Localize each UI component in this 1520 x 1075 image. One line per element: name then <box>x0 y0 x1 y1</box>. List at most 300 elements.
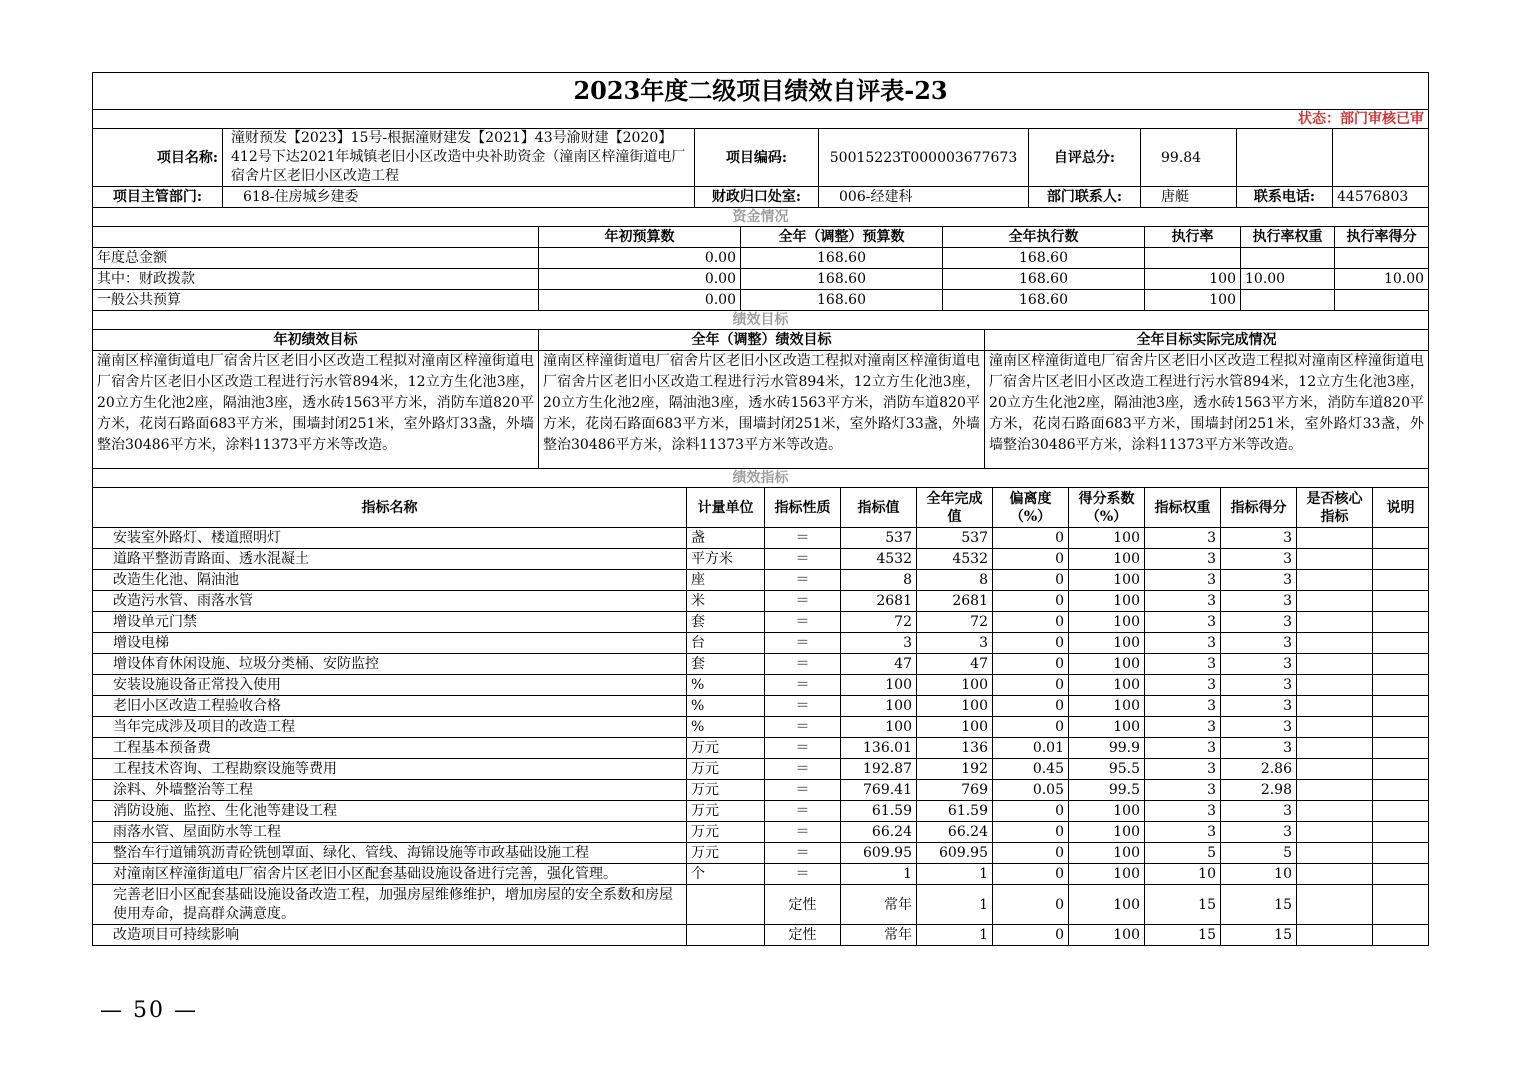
ind-coef: 100 <box>1069 843 1145 864</box>
ind-score: 2.86 <box>1221 759 1297 780</box>
ind-unit: % <box>687 696 765 717</box>
ind-score: 2.98 <box>1221 780 1297 801</box>
ind-nature: ＝ <box>765 696 841 717</box>
ind-nature: ＝ <box>765 612 841 633</box>
table-row <box>93 675 1429 696</box>
office-value: 006-经建科 <box>819 187 1029 208</box>
ind-unit: 套 <box>687 612 765 633</box>
funds-exec: 168.60 <box>943 290 1145 311</box>
ind-nature: ＝ <box>765 675 841 696</box>
ind-header: 得分系数（%） <box>1069 488 1145 528</box>
ind-score: 3 <box>1221 654 1297 675</box>
ind-coef: 100 <box>1069 675 1145 696</box>
ind-header: 计量单位 <box>687 488 765 528</box>
ind-score: 15 <box>1221 925 1297 946</box>
ind-core <box>1297 570 1373 591</box>
ind-coef: 100 <box>1069 654 1145 675</box>
ind-coef: 100 <box>1069 864 1145 885</box>
ind-target: 72 <box>841 612 917 633</box>
funds-header: 执行率得分 <box>1335 227 1429 248</box>
funds-section-title: 资金情况 <box>93 208 1429 227</box>
ind-header: 指标权重 <box>1145 488 1221 528</box>
ind-dev: 0 <box>993 696 1069 717</box>
project-name-value: 潼财预发【2023】15号-根据潼财建发【2021】43号渝财建【2020】412号下达2021年城镇老旧小区改造中央补助资金（潼南区梓潼街道电厂宿舍片区老旧小区改造工程 <box>223 129 695 187</box>
project-info-table <box>92 128 1429 208</box>
ind-score: 3 <box>1221 675 1297 696</box>
funds-init: 0.00 <box>539 248 741 269</box>
score-label: 自评总分: <box>1029 129 1141 187</box>
contact-label: 部门联系人: <box>1029 187 1141 208</box>
ind-target: 3 <box>841 633 917 654</box>
indicators-table <box>92 468 1429 946</box>
project-code-label: 项目编码: <box>695 129 819 187</box>
ind-target: 100 <box>841 696 917 717</box>
score-value: 99.84 <box>1141 129 1237 187</box>
table-row <box>93 885 1429 925</box>
ind-actual: 8 <box>917 570 993 591</box>
ind-dev: 0 <box>993 654 1069 675</box>
ind-target: 61.59 <box>841 801 917 822</box>
ind-dev: 0 <box>993 822 1069 843</box>
ind-coef: 100 <box>1069 570 1145 591</box>
ind-actual: 100 <box>917 675 993 696</box>
ind-actual: 1 <box>917 864 993 885</box>
ind-actual: 1 <box>917 885 993 925</box>
ind-nature: 定性 <box>765 925 841 946</box>
ind-actual: 72 <box>917 612 993 633</box>
dept-value: 618-住房城乡建委 <box>223 187 695 208</box>
ind-coef: 100 <box>1069 612 1145 633</box>
ind-weight: 10 <box>1145 864 1221 885</box>
ind-header: 全年完成值 <box>917 488 993 528</box>
ind-unit: % <box>687 717 765 738</box>
ind-note <box>1373 738 1429 759</box>
table-row <box>93 549 1429 570</box>
ind-weight: 3 <box>1145 717 1221 738</box>
funds-header: 全年（调整）预算数 <box>741 227 943 248</box>
ind-coef: 100 <box>1069 801 1145 822</box>
funds-weight <box>1241 248 1335 269</box>
ind-target: 192.87 <box>841 759 917 780</box>
ind-name: 增设电梯 <box>93 633 687 654</box>
ind-score: 3 <box>1221 591 1297 612</box>
ind-nature: ＝ <box>765 738 841 759</box>
ind-target: 609.95 <box>841 843 917 864</box>
ind-note <box>1373 570 1429 591</box>
ind-dev: 0 <box>993 549 1069 570</box>
ind-name: 消防设施、监控、生化池等建设工程 <box>93 801 687 822</box>
ind-unit: 座 <box>687 570 765 591</box>
ind-core <box>1297 885 1373 925</box>
ind-target: 1 <box>841 864 917 885</box>
ind-actual: 192 <box>917 759 993 780</box>
ind-target: 4532 <box>841 549 917 570</box>
ind-nature: ＝ <box>765 801 841 822</box>
ind-name: 雨落水管、屋面防水等工程 <box>93 822 687 843</box>
ind-name: 老旧小区改造工程验收合格 <box>93 696 687 717</box>
ind-name: 整治车行道铺筑沥青砼铣刨罩面、绿化、管线、海锦设施等市政基础设施工程 <box>93 843 687 864</box>
funds-header-blank <box>93 227 539 248</box>
ind-weight: 3 <box>1145 570 1221 591</box>
ind-weight: 3 <box>1145 822 1221 843</box>
ind-core <box>1297 780 1373 801</box>
ind-note <box>1373 801 1429 822</box>
ind-name: 工程基本预备费 <box>93 738 687 759</box>
ind-dev: 0 <box>993 885 1069 925</box>
ind-dev: 0 <box>993 801 1069 822</box>
ind-score: 3 <box>1221 633 1297 654</box>
ind-score: 3 <box>1221 549 1297 570</box>
ind-coef: 99.9 <box>1069 738 1145 759</box>
ind-nature: ＝ <box>765 843 841 864</box>
ind-score: 5 <box>1221 843 1297 864</box>
ind-core <box>1297 801 1373 822</box>
ind-nature: ＝ <box>765 780 841 801</box>
office-label: 财政归口处室: <box>695 187 819 208</box>
funds-exec: 168.60 <box>943 269 1145 290</box>
funds-table <box>92 207 1429 311</box>
ind-note <box>1373 843 1429 864</box>
indicators-section-title: 绩效指标 <box>93 469 1429 488</box>
dept-label: 项目主管部门: <box>93 187 223 208</box>
funds-header: 执行率权重 <box>1241 227 1335 248</box>
goals-header: 全年目标实际完成情况 <box>985 330 1429 351</box>
status-badge: 状态：部门审核已审 <box>93 110 1429 129</box>
funds-adj: 168.60 <box>741 290 943 311</box>
ind-note <box>1373 675 1429 696</box>
ind-core <box>1297 549 1373 570</box>
ind-dev: 0.45 <box>993 759 1069 780</box>
ind-coef: 100 <box>1069 885 1145 925</box>
ind-nature: 定性 <box>765 885 841 925</box>
ind-target: 常年 <box>841 885 917 925</box>
ind-header: 指标值 <box>841 488 917 528</box>
funds-adj: 168.60 <box>741 269 943 290</box>
ind-dev: 0 <box>993 633 1069 654</box>
ind-score: 3 <box>1221 612 1297 633</box>
ind-target: 66.24 <box>841 822 917 843</box>
goal-text: 潼南区梓潼街道电厂宿舍片区老旧小区改造工程拟对潼南区梓潼街道电厂宿舍片区老旧小区改造工程进行污水管894米，12立方生化池3座，20立方生化池2座，隔油池3座，透水砖1563平方米，消防车道820平方米，花岗石路面683平方米，围墙封闭251米，室外路灯33盏，外墙整治30486平方米，涂料11373平方米等改造。 <box>539 351 985 469</box>
ind-note <box>1373 925 1429 946</box>
funds-row-name: 其中：财政拨款 <box>93 269 539 290</box>
ind-name: 安装室外路灯、楼道照明灯 <box>93 528 687 549</box>
ind-note <box>1373 864 1429 885</box>
ind-unit <box>687 885 765 925</box>
table-row <box>93 570 1429 591</box>
ind-weight: 3 <box>1145 633 1221 654</box>
ind-target: 537 <box>841 528 917 549</box>
ind-unit: 万元 <box>687 843 765 864</box>
funds-header: 全年执行数 <box>943 227 1145 248</box>
table-row <box>93 738 1429 759</box>
ind-note <box>1373 759 1429 780</box>
ind-weight: 3 <box>1145 801 1221 822</box>
ind-coef: 100 <box>1069 822 1145 843</box>
ind-name: 增设体育休闲设施、垃圾分类桶、安防监控 <box>93 654 687 675</box>
ind-target: 100 <box>841 675 917 696</box>
page-title: 2023年度二级项目绩效自评表-23 <box>93 73 1429 110</box>
ind-actual: 100 <box>917 717 993 738</box>
funds-weight <box>1241 290 1335 311</box>
table-row <box>93 759 1429 780</box>
ind-dev: 0 <box>993 612 1069 633</box>
ind-dev: 0 <box>993 843 1069 864</box>
empty-cell <box>1333 129 1429 187</box>
ind-name: 道路平整沥青路面、透水混凝土 <box>93 549 687 570</box>
ind-actual: 609.95 <box>917 843 993 864</box>
ind-score: 3 <box>1221 801 1297 822</box>
ind-actual: 2681 <box>917 591 993 612</box>
ind-dev: 0 <box>993 591 1069 612</box>
ind-actual: 47 <box>917 654 993 675</box>
ind-actual: 136 <box>917 738 993 759</box>
ind-coef: 100 <box>1069 696 1145 717</box>
ind-target: 2681 <box>841 591 917 612</box>
ind-coef: 99.5 <box>1069 780 1145 801</box>
ind-name: 当年完成涉及项目的改造工程 <box>93 717 687 738</box>
ind-note <box>1373 717 1429 738</box>
ind-unit: 盏 <box>687 528 765 549</box>
project-code-value: 50015223T000003677673 <box>819 129 1029 187</box>
ind-coef: 100 <box>1069 528 1145 549</box>
ind-name: 对潼南区梓潼街道电厂宿舍片区老旧小区配套基础设施设备进行完善，强化管理。 <box>93 864 687 885</box>
ind-unit: 米 <box>687 591 765 612</box>
ind-name: 工程技术咨询、工程勘察设施等费用 <box>93 759 687 780</box>
funds-rate <box>1145 248 1241 269</box>
ind-note <box>1373 528 1429 549</box>
contact-value: 唐艇 <box>1141 187 1237 208</box>
ind-note <box>1373 822 1429 843</box>
ind-score: 3 <box>1221 696 1297 717</box>
ind-core <box>1297 528 1373 549</box>
funds-score <box>1335 248 1429 269</box>
ind-weight: 3 <box>1145 696 1221 717</box>
ind-note <box>1373 612 1429 633</box>
ind-header: 指标得分 <box>1221 488 1297 528</box>
ind-nature: ＝ <box>765 633 841 654</box>
performance-table <box>92 72 1429 129</box>
ind-core <box>1297 759 1373 780</box>
ind-dev: 0 <box>993 675 1069 696</box>
ind-note <box>1373 633 1429 654</box>
ind-actual: 66.24 <box>917 822 993 843</box>
ind-weight: 3 <box>1145 780 1221 801</box>
ind-score: 15 <box>1221 885 1297 925</box>
phone-value: 44576803 <box>1333 187 1429 208</box>
ind-dev: 0.05 <box>993 780 1069 801</box>
ind-dev: 0 <box>993 528 1069 549</box>
funds-exec: 168.60 <box>943 248 1145 269</box>
table-row <box>93 822 1429 843</box>
funds-score <box>1335 290 1429 311</box>
funds-rate: 100 <box>1145 290 1241 311</box>
phone-label: 联系电话: <box>1237 187 1333 208</box>
table-row <box>93 843 1429 864</box>
ind-dev: 0 <box>993 717 1069 738</box>
ind-coef: 100 <box>1069 591 1145 612</box>
ind-target: 100 <box>841 717 917 738</box>
ind-note <box>1373 780 1429 801</box>
ind-name: 改造污水管、雨落水管 <box>93 591 687 612</box>
ind-weight: 3 <box>1145 654 1221 675</box>
ind-weight: 15 <box>1145 885 1221 925</box>
funds-init: 0.00 <box>539 290 741 311</box>
ind-core <box>1297 675 1373 696</box>
ind-weight: 5 <box>1145 843 1221 864</box>
ind-actual: 3 <box>917 633 993 654</box>
ind-note <box>1373 591 1429 612</box>
funds-header: 执行率 <box>1145 227 1241 248</box>
ind-actual: 4532 <box>917 549 993 570</box>
ind-nature: ＝ <box>765 864 841 885</box>
empty-cell <box>1237 129 1333 187</box>
funds-row-name: 一般公共预算 <box>93 290 539 311</box>
ind-note <box>1373 654 1429 675</box>
ind-actual: 769 <box>917 780 993 801</box>
page-number: — 50 — <box>100 998 198 1023</box>
ind-dev: 0.01 <box>993 738 1069 759</box>
ind-coef: 100 <box>1069 925 1145 946</box>
goals-header: 年初绩效目标 <box>93 330 539 351</box>
ind-nature: ＝ <box>765 822 841 843</box>
ind-score: 10 <box>1221 864 1297 885</box>
funds-init: 0.00 <box>539 269 741 290</box>
ind-weight: 3 <box>1145 549 1221 570</box>
ind-nature: ＝ <box>765 570 841 591</box>
ind-target: 136.01 <box>841 738 917 759</box>
ind-name: 安装设施设备正常投入使用 <box>93 675 687 696</box>
ind-core <box>1297 633 1373 654</box>
ind-score: 3 <box>1221 822 1297 843</box>
ind-core <box>1297 591 1373 612</box>
ind-target: 769.41 <box>841 780 917 801</box>
ind-coef: 100 <box>1069 717 1145 738</box>
ind-core <box>1297 738 1373 759</box>
ind-weight: 3 <box>1145 759 1221 780</box>
ind-score: 3 <box>1221 570 1297 591</box>
ind-score: 3 <box>1221 738 1297 759</box>
ind-name: 增设单元门禁 <box>93 612 687 633</box>
ind-nature: ＝ <box>765 528 841 549</box>
ind-core <box>1297 843 1373 864</box>
ind-core <box>1297 925 1373 946</box>
ind-weight: 3 <box>1145 528 1221 549</box>
ind-core <box>1297 612 1373 633</box>
ind-nature: ＝ <box>765 717 841 738</box>
ind-unit: 万元 <box>687 822 765 843</box>
ind-name: 涂料、外墙整治等工程 <box>93 780 687 801</box>
funds-weight: 10.00 <box>1241 269 1335 290</box>
goal-text: 潼南区梓潼街道电厂宿舍片区老旧小区改造工程拟对潼南区梓潼街道电厂宿舍片区老旧小区改造工程进行污水管894米，12立方生化池3座，20立方生化池2座，隔油池3座，透水砖1563平方米，消防车道820平方米，花岗石路面683平方米，围墙封闭251米，室外路灯33盏，外墙整治30486平方米，涂料11373平方米等改造。 <box>985 351 1429 469</box>
ind-nature: ＝ <box>765 591 841 612</box>
funds-row-name: 年度总金额 <box>93 248 539 269</box>
ind-note <box>1373 885 1429 925</box>
ind-header: 说明 <box>1373 488 1429 528</box>
ind-unit: 万元 <box>687 801 765 822</box>
ind-unit: 个 <box>687 864 765 885</box>
goals-section-title: 绩效目标 <box>93 311 1429 330</box>
ind-target: 常年 <box>841 925 917 946</box>
ind-note <box>1373 549 1429 570</box>
ind-weight: 3 <box>1145 591 1221 612</box>
ind-core <box>1297 654 1373 675</box>
ind-dev: 0 <box>993 570 1069 591</box>
ind-nature: ＝ <box>765 654 841 675</box>
ind-actual: 537 <box>917 528 993 549</box>
funds-header: 年初预算数 <box>539 227 741 248</box>
goals-table <box>92 310 1429 469</box>
ind-nature: ＝ <box>765 549 841 570</box>
ind-name: 改造项目可持续影响 <box>93 925 687 946</box>
ind-unit: 平方米 <box>687 549 765 570</box>
ind-coef: 100 <box>1069 633 1145 654</box>
table-row <box>93 591 1429 612</box>
table-row <box>93 801 1429 822</box>
ind-weight: 3 <box>1145 675 1221 696</box>
table-row <box>93 612 1429 633</box>
funds-score: 10.00 <box>1335 269 1429 290</box>
ind-actual: 61.59 <box>917 801 993 822</box>
ind-dev: 0 <box>993 925 1069 946</box>
ind-score: 3 <box>1221 717 1297 738</box>
ind-weight: 3 <box>1145 612 1221 633</box>
ind-unit: 套 <box>687 654 765 675</box>
table-row <box>93 780 1429 801</box>
table-row <box>93 864 1429 885</box>
ind-core <box>1297 864 1373 885</box>
ind-header: 指标性质 <box>765 488 841 528</box>
funds-adj: 168.60 <box>741 248 943 269</box>
ind-unit: 万元 <box>687 738 765 759</box>
ind-weight: 3 <box>1145 738 1221 759</box>
ind-unit: 万元 <box>687 780 765 801</box>
goal-text: 潼南区梓潼街道电厂宿舍片区老旧小区改造工程拟对潼南区梓潼街道电厂宿舍片区老旧小区改造工程进行污水管894米，12立方生化池3座，20立方生化池2座，隔油池3座，透水砖1563平方米，消防车道820平方米，花岗石路面683平方米，围墙封闭251米，室外路灯33盏，外墙整治30486平方米，涂料11373平方米等改造。 <box>93 351 539 469</box>
ind-unit <box>687 925 765 946</box>
table-row <box>93 696 1429 717</box>
ind-dev: 0 <box>993 864 1069 885</box>
ind-name: 完善老旧小区配套基础设施设备改造工程，加强房屋维修维护，增加房屋的安全系数和房屋使用寿命，提高群众满意度。 <box>93 885 687 925</box>
table-row <box>93 633 1429 654</box>
ind-core <box>1297 696 1373 717</box>
table-row <box>93 925 1429 946</box>
ind-header: 指标名称 <box>93 488 687 528</box>
ind-coef: 95.5 <box>1069 759 1145 780</box>
ind-name: 改造生化池、隔油池 <box>93 570 687 591</box>
ind-target: 47 <box>841 654 917 675</box>
ind-header: 是否核心指标 <box>1297 488 1373 528</box>
ind-core <box>1297 822 1373 843</box>
ind-weight: 15 <box>1145 925 1221 946</box>
ind-unit: % <box>687 675 765 696</box>
ind-actual: 100 <box>917 696 993 717</box>
ind-unit: 万元 <box>687 759 765 780</box>
project-name-label: 项目名称: <box>93 129 223 187</box>
ind-nature: ＝ <box>765 759 841 780</box>
ind-actual: 1 <box>917 925 993 946</box>
ind-target: 8 <box>841 570 917 591</box>
funds-rate: 100 <box>1145 269 1241 290</box>
table-row <box>93 528 1429 549</box>
ind-header: 偏离度（%） <box>993 488 1069 528</box>
table-row <box>93 717 1429 738</box>
goals-header: 全年（调整）绩效目标 <box>539 330 985 351</box>
table-row <box>93 654 1429 675</box>
ind-note <box>1373 696 1429 717</box>
ind-score: 3 <box>1221 528 1297 549</box>
ind-coef: 100 <box>1069 549 1145 570</box>
performance-table-frame <box>92 72 1428 946</box>
ind-unit: 台 <box>687 633 765 654</box>
